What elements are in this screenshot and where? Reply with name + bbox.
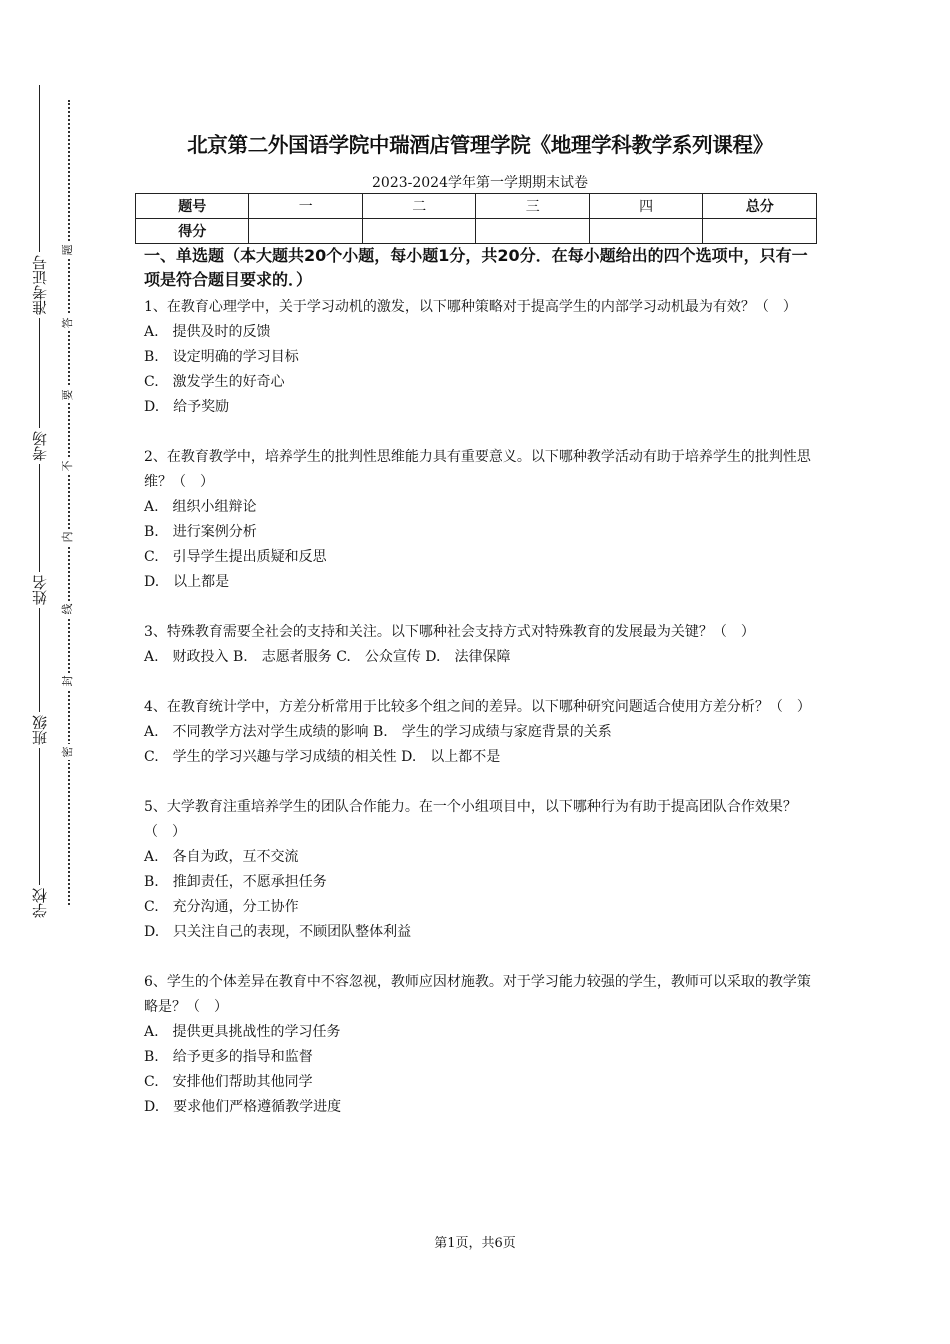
question-option: C. 充分沟通，分工协作 — [144, 899, 299, 915]
score-cell — [249, 219, 362, 244]
seal-char: 内 — [61, 529, 75, 545]
score-table-header-cell: 三 — [476, 194, 589, 219]
question-stem: 1、在教育心理学中，关于学习动机的激发，以下哪种策略对于提高学生的内部学习动机最为有效？（ ） — [144, 299, 797, 315]
seal-char: 不 — [61, 458, 75, 474]
score-table-header-cell: 题号 — [136, 194, 249, 219]
score-table-header-cell: 二 — [362, 194, 475, 219]
seal-char: 封 — [61, 673, 75, 689]
score-cell — [362, 219, 475, 244]
score-table-score-row — [136, 219, 817, 244]
question-option: A. 提供及时的反馈 — [144, 324, 271, 340]
question-option: C. 激发学生的好奇心 — [144, 374, 285, 390]
question-option: A. 组织小组辩论 — [144, 499, 257, 515]
score-cell — [476, 219, 589, 244]
score-row-label: 得分 — [136, 219, 249, 244]
seal-char: 题 — [61, 242, 75, 258]
question-option: C. 引导学生提出质疑和反思 — [144, 549, 327, 565]
question-option: C. 安排他们帮助其他同学 — [144, 1074, 313, 1090]
class-label: 班级 — [31, 712, 49, 748]
name-label: 姓名 — [31, 572, 49, 608]
section-heading: 一、单选题（本大题共20个小题，每小题1分，共20分．在每小题给出的四个选项中，只有一项是符合题目要求的．） — [144, 246, 808, 289]
question-option: A. 财政投入 B. 志愿者服务 C. 公众宣传 D. 法律保障 — [144, 649, 511, 665]
question-option: B. 给予更多的指导和监督 — [144, 1049, 313, 1065]
score-cell — [589, 219, 702, 244]
question-item — [144, 620, 816, 670]
score-table — [135, 193, 817, 244]
page-number: 第1页，共6页 — [434, 1236, 516, 1251]
question-item — [144, 795, 816, 945]
seal-char: 线 — [61, 601, 75, 617]
question-option: D. 给予奖励 — [144, 399, 230, 415]
question-option: D. 以上都是 — [144, 574, 230, 590]
score-table-header-cell: 总分 — [703, 194, 817, 219]
exam-number-label: 准考证号 — [31, 252, 49, 318]
seal-char: 要 — [61, 387, 75, 403]
question-option: B. 设定明确的学习目标 — [144, 349, 299, 365]
question-item — [144, 970, 816, 1120]
question-option: B. 进行案例分析 — [144, 524, 257, 540]
score-table-header-cell: 一 — [249, 194, 362, 219]
question-list — [144, 295, 816, 1145]
score-table-header-row — [136, 194, 817, 219]
question-stem: 5、大学教育注重培养学生的团队合作能力。在一个小组项目中，以下哪种行为有助于提高团队合作效果？（ ） — [144, 799, 797, 840]
exam-subtitle: 2023-2024学年第一学期期末试卷 — [372, 175, 588, 191]
exam-room-label: 考场 — [31, 428, 49, 464]
seal-char: 答 — [61, 315, 75, 331]
question-item — [144, 695, 816, 770]
question-item — [144, 295, 816, 420]
score-cell — [703, 219, 817, 244]
binding-solid-line — [39, 85, 40, 920]
question-option: A. 各自为政，互不交流 — [144, 849, 299, 865]
question-option: D. 只关注自己的表现，不顾团队整体利益 — [144, 924, 412, 940]
seal-char: 密 — [61, 744, 75, 760]
binding-margin — [0, 0, 95, 1344]
question-option: D. 要求他们严格遵循教学进度 — [144, 1099, 342, 1115]
question-stem: 6、学生的个体差异在教育中不容忽视，教师应因材施教。对于学习能力较强的学生，教师可以采取的教学策略是？（ ） — [144, 974, 811, 1015]
question-stem: 3、特殊教育需要全社会的支持和关注。以下哪种社会支持方式对特殊教育的发展最为关键？（ ） — [144, 624, 755, 640]
score-table-header-cell: 四 — [589, 194, 702, 219]
question-option: C. 学生的学习兴趣与学习成绩的相关性 D. 以上都不是 — [144, 749, 501, 765]
question-option: A. 不同教学方法对学生成绩的影响 B. 学生的学习成绩与家庭背景的关系 — [144, 724, 612, 740]
question-option: A. 提供更具挑战性的学习任务 — [144, 1024, 341, 1040]
question-option: B. 推卸责任，不愿承担任务 — [144, 874, 327, 890]
question-stem: 2、在教育教学中，培养学生的批判性思维能力具有重要意义。以下哪种教学活动有助于培养学生的批判性思维？（ ） — [144, 449, 811, 490]
exam-title: 北京第二外国语学院中瑞酒店管理学院《地理学科教学系列课程》 — [187, 133, 773, 157]
question-stem: 4、在教育统计学中，方差分析常用于比较多个组之间的差异。以下哪种研究问题适合使用方差分析？（ ） — [144, 699, 811, 715]
question-item — [144, 445, 816, 595]
binding-dotted-line — [68, 100, 70, 905]
school-label: 学校 — [31, 885, 49, 921]
